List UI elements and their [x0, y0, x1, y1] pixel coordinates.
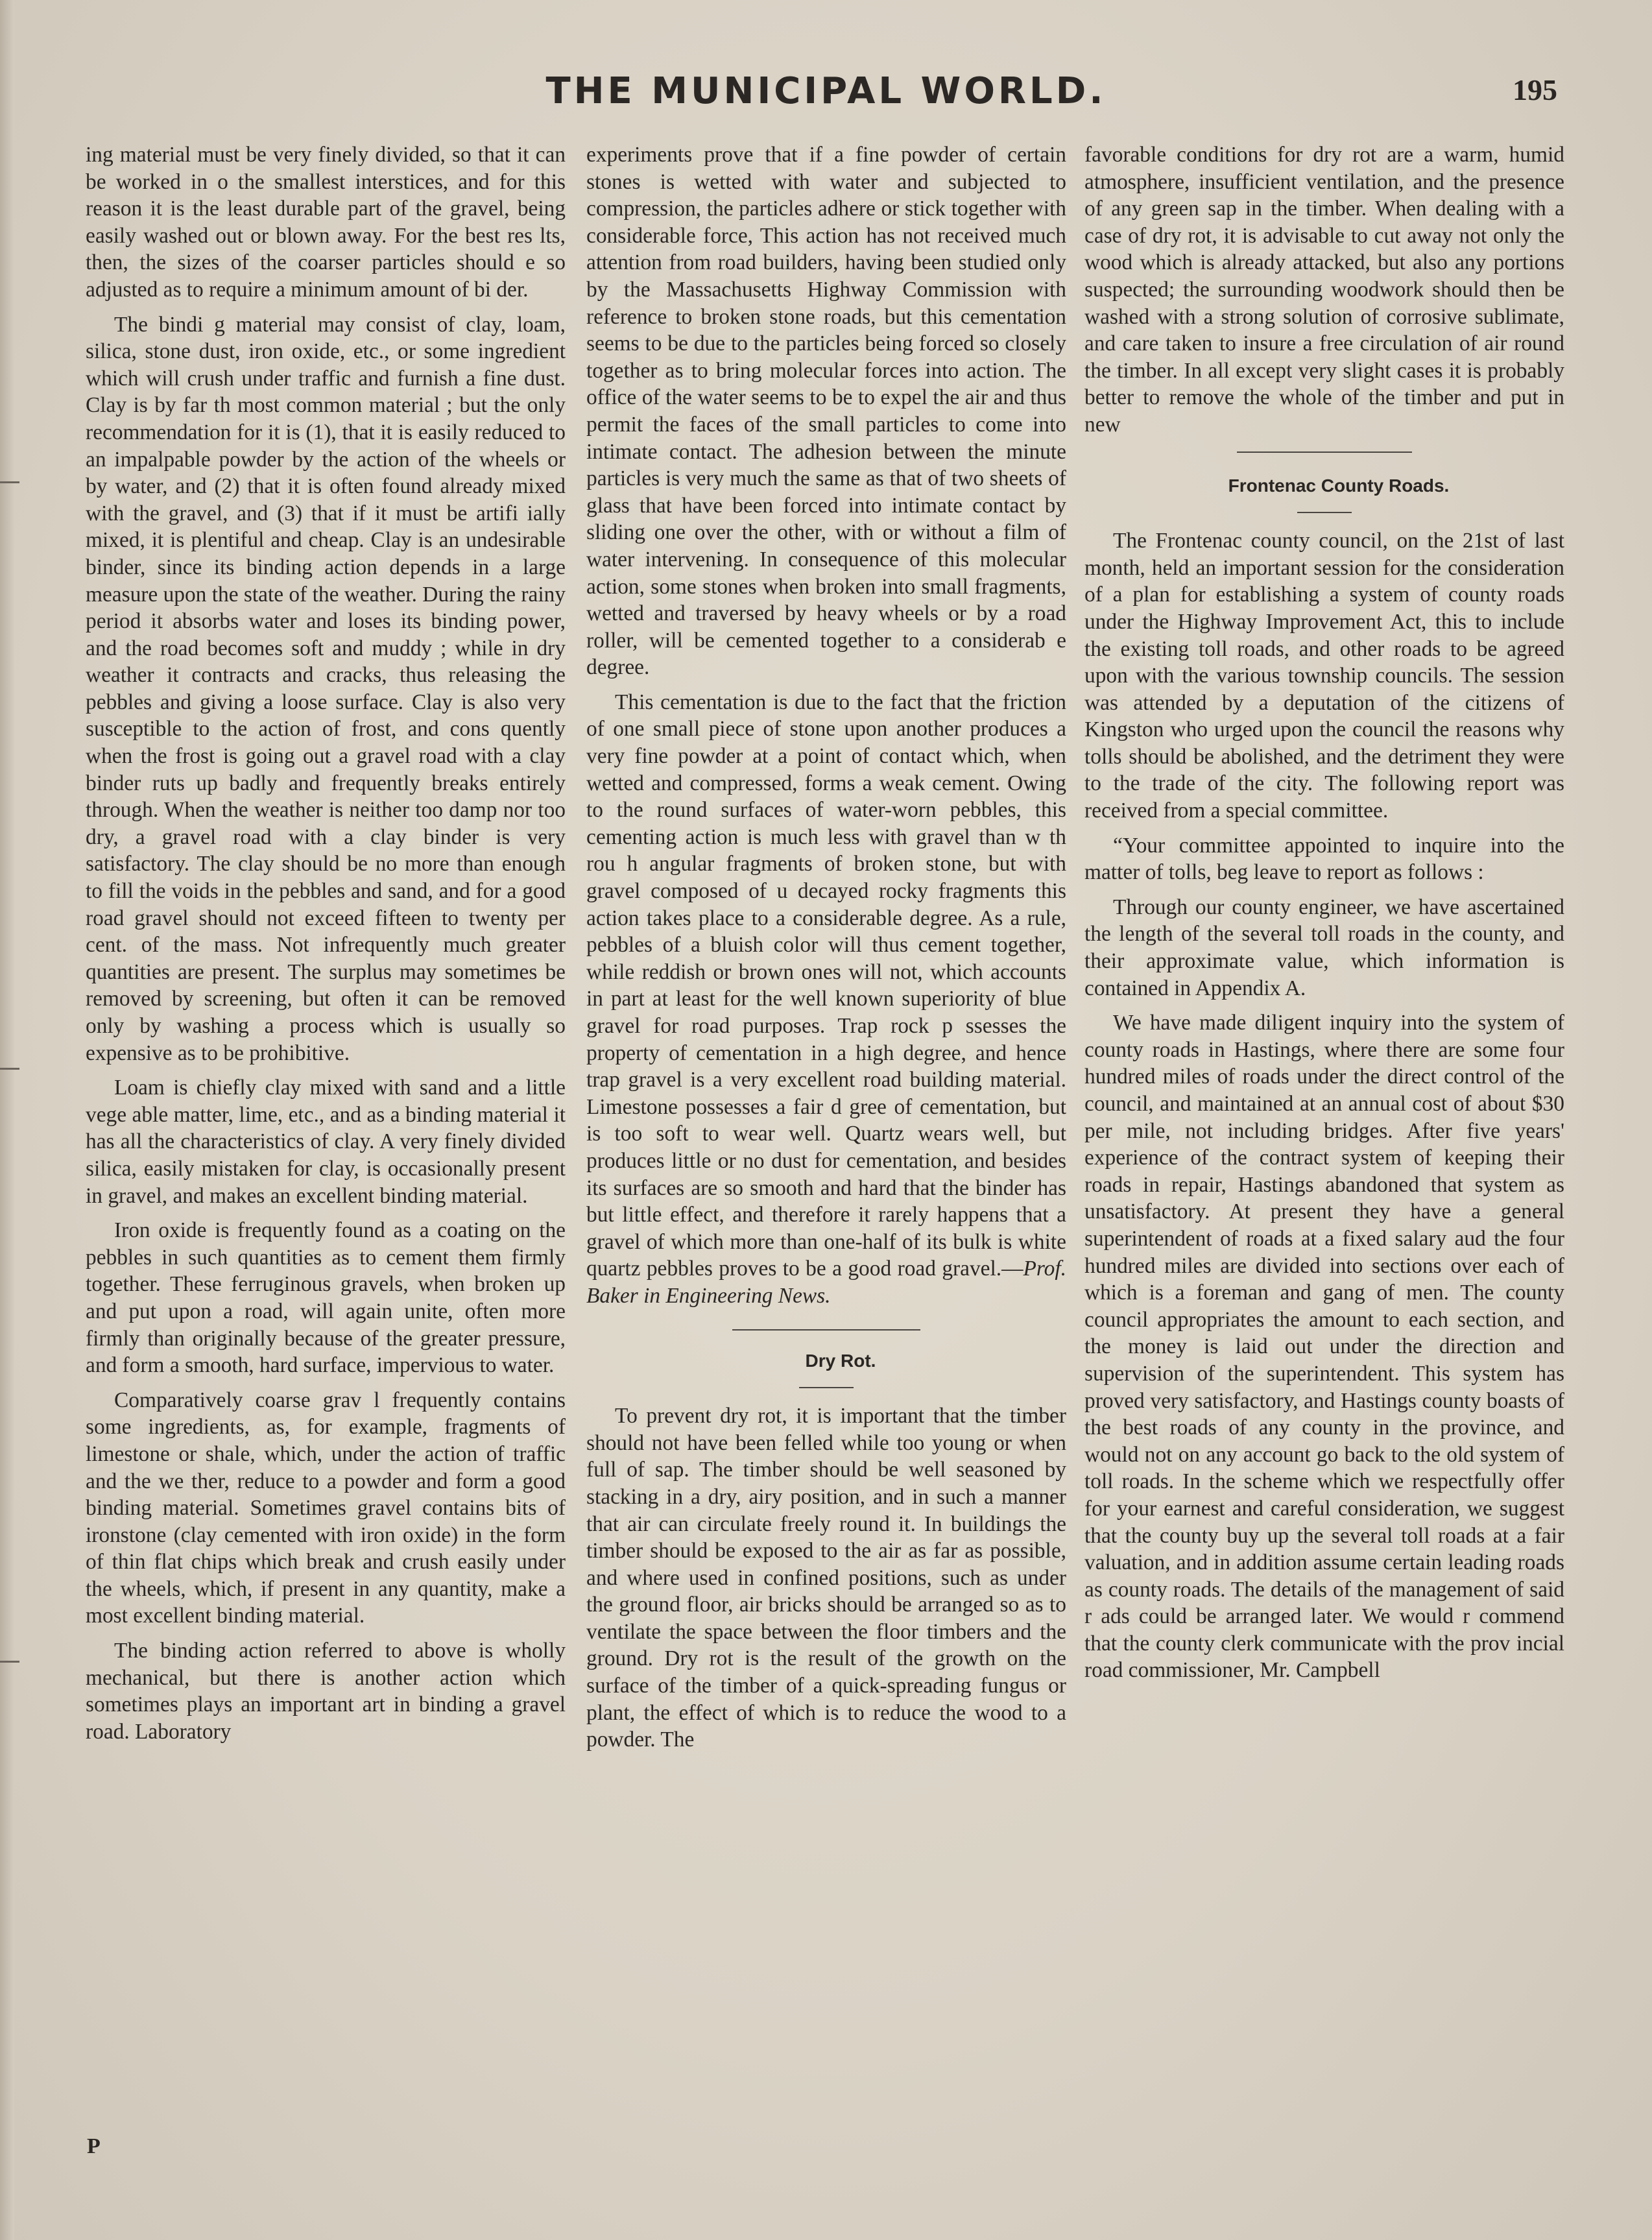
- article-citation: Prof. Baker in Engineering News.: [586, 1257, 1066, 1308]
- paragraph-text: This cementation is due to the fact that the friction of one small piece of stone upon another produces a very fine powder at a point of contact which, when wetted and compressed, forms a weak cement. Owing to the round surfaces of water-worn pebbles, this cementing action is much less with gravel than w th rou h angular fragments of broken stone, but with gravel composed of u decayed rocky fragments this action takes place to a considerable degree. As a rule, pebbles of a bluish color will thus cement together, while reddish or brown ones will not, which accounts in part at least for the well known superiority of blue gravel for road purposes. Trap rock p ssesses the property of cementation in a high degree, and hence trap gravel is a very excellent road building material. Limestone possesses a fair d gree of cementation, but is too soft to wear well. Quartz wears well, but produces little or no dust for cementation, and besides its surfaces are so smooth and hard that the binder has but little effect, and therefore it rarely happens that a gravel of which more than one-half of its bulk is white quartz pebbles proves to be a good road gravel.—: [586, 690, 1066, 1281]
- paragraph: Iron oxide is frequently found as a coating on the pebbles in such quantities as to cement them firmly together. These ferruginous gravels, when broken up and put upon a road, will again unite, often more firmly than originally because of the greater pressure, and form a smooth, hard surface, impervious to water.: [86, 1218, 566, 1378]
- paragraph: The binding action referred to above is wholly mechanical, but there is another action which sometimes plays an important art in binding a gravel road. Laboratory: [86, 1639, 566, 1744]
- margin-mark: [0, 481, 19, 483]
- heading-rule: [799, 1387, 854, 1388]
- margin-mark: [0, 1068, 19, 1070]
- paragraph: Through our county engineer, we have ascertained the length of the several toll roads in the county, and their approximate value, which information is contained in Appendix A.: [1084, 895, 1564, 1000]
- column-3: [1084, 141, 1564, 1692]
- paragraph: The Frontenac county council, on the 21st of last month, held an important session for the consideration of a plan for establishing a system of county roads under the Highway Improvement Act, this to include the existing toll roads, and other roads to be agreed upon with the various township councils. The session was attended by a deputation of the citizens of Kingston who urged upon the council the reasons why tolls should be abolished, and the detriment they were to the trade of the city. The following report was received from a special committee.: [1084, 529, 1564, 823]
- margin-mark: [0, 1661, 19, 1663]
- column-1: [86, 141, 566, 1753]
- section-heading-dry-rot: Dry Rot.: [805, 1350, 876, 1371]
- column-2: [586, 141, 1066, 1761]
- signature-mark: P: [87, 2134, 101, 2158]
- paragraph: We have made diligent inquiry into the system of county roads in Hastings, where there are some four hundred miles of roads under the direct control of the council, and maintained at an annual cost of about $30 per mile, not including bridges. After five years' experience of the contract system of keeping their roads in repair, Hastings abandoned that system as unsatisfactory. At present they have a general superintendent of roads at a fixed salary aud the four hundred miles are divided into sections over each of which is a foreman and gang of men. The county council appropriates the amount to each section, and the money is laid out under the direction and supervision of the superintendent. This system has proved very satisfactory, and Hastings county boasts of the best roads of any county in the province, and would not on any account go back to the old system of toll roads. In the scheme which we respectfully offer for your earnest and careful consideration, we suggest that the county buy up the several toll roads at a fair valuation, and in addition assume certain leading roads as county roads. The details of the management of said r ads could be arranged later. We would r commend that the county clerk communicate with the prov incial road commissioner, Mr. Campbell: [1084, 1011, 1564, 1683]
- paragraph: ing material must be very finely divided, so that it can be worked in o the smallest interstices, and for this reason it is the least durable part of the gravel, being easily washed out or blown away. For the best res lts, then, the sizes of the coarser particles should e so adjusted as to require a minimum amount of bi der.: [86, 143, 566, 302]
- page-number: 195: [1513, 73, 1557, 106]
- section-divider: [1237, 452, 1412, 453]
- masthead-title: THE MUNICIPAL WORLD.: [545, 70, 1107, 112]
- paragraph: To prevent dry rot, it is important that the timber should not have been felled while too young or when full of sap. The timber should be well seasoned by stacking in a dry, airy position, and in such a manner that air can circulate freely round it. In buildings the timber should be exposed to the air as far as possible, and where used in confined positions, such as under the ground floor, air bricks should be arranged so as to ventilate the space between the floor timbers and the ground. Dry rot is the result of the growth on the surface of the timber of a quick-spreading fungus or plant, the effect of which is to reduce the wood to a powder. The: [586, 1404, 1066, 1752]
- paragraph: Comparatively coarse grav l frequently contains some ingredients, as, for example, fragments of limestone or shale, which, under the action of traffic and the we ther, reduce to a powder and form a good binding material. Sometimes gravel contains bits of ironstone (clay cemented with iron oxide) in the form of thin flat chips which break and crush easily under the wheels, which, if present in any quantity, make a most excellent binding material.: [86, 1388, 566, 1628]
- paragraph: favorable conditions for dry rot are a warm, humid atmosphere, insufficient ventilation, and the presence of any green sap in the timber. When dealing with a case of dry rot, it is advisable to cut away not only the wood which is already attacked, but also any portions suspected; the surrounding woodwork should then be washed with a strong solution of corrosive sublimate, and care taken to insure a free circulation of air round the timber. In all except very slight cases it is probably better to remove the whole of the timber and put in new: [1084, 143, 1564, 437]
- paragraph: The bindi g material may consist of clay, loam, silica, stone dust, iron oxide, etc., or some ingredient which will crush under traffic and furnish a fine dust. Clay is by far th most common material ; but the only recommendation for it is (1), that it is easily reduced to an impalpable powder by the action of the wheels or by water, and (2) that it is often found already mixed with the gravel, and (3) that if it must be artifi ially mixed, it is plentiful and cheap. Clay is an undesirable binder, since its binding action depends in a large measure upon the state of the weather. During the rainy period it absorbs water and loses its binding power, and the road becomes soft and muddy ; while in dry weather it contracts and cracks, thus releasing the pebbles and giving a loose surface. Clay is also very susceptible to the action of frost, and cons quently when the frost is going out a gravel road with a clay binder ruts up badly and frequently breaks entirely through. When the weather is neither too damp nor too dry, a gravel road with a clay binder is very satisfactory. The clay should be no more than enough to fill the voids in the pebbles and sand, and for a good road gravel should not exceed fifteen to twenty per cent. of the mass. Not infrequently much greater quantities are present. The surplus may sometimes be removed by screening, but often it can be removed only by washing a process which is usually so expensive as to be prohibitive.: [86, 312, 566, 1065]
- paragraph: experiments prove that if a fine powder of certain stones is wetted with water and subjected to compression, the particles adhere or stick together with considerable force, This action has not received much attention from road builders, having been studied only by the Massachusetts Highway Commission with reference to broken stone roads, but this cementation seems to be due to the particles being forced so closely together as to bring molecular forces into action. The office of the water seems to be to expel the air and thus permit the faces of the small particles to come into intimate contact. The adhesion between the minute particles is very much the same as that of two sheets of glass that have been forced into intimate contact by sliding one over the other, with or without a film of water intervening. In consequence of this molecular action, some stones when broken into small fragments, wetted and traversed by heavy wheels or by a road roller, will be cemented together to a considerab e degree.: [586, 143, 1066, 680]
- heading-rule: [1297, 512, 1352, 513]
- section-heading-frontenac: Frontenac County Roads.: [1228, 475, 1450, 496]
- paragraph: [586, 689, 1066, 1310]
- section-divider: [732, 1329, 920, 1331]
- paragraph: Loam is chiefly clay mixed with sand and a little vege able matter, lime, etc., and as a binding material it has all the characteristics of clay. A very finely divided silica, easily mistaken for clay, is occasionally present in gravel, and makes an excellent binding material.: [86, 1076, 566, 1208]
- binding-edge: [0, 0, 14, 2240]
- paragraph: “Your committee appointed to inquire into the matter of tolls, beg leave to report as follows :: [1084, 833, 1564, 885]
